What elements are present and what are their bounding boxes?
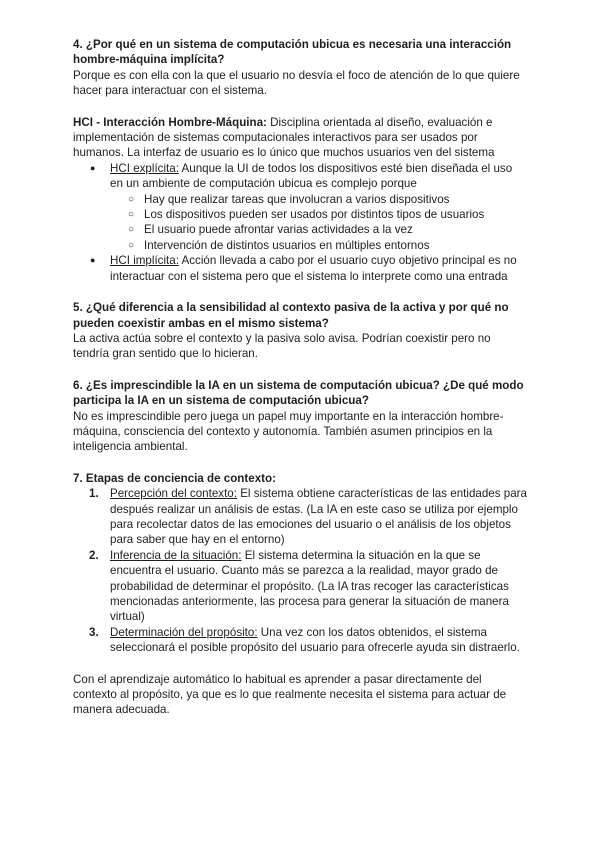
question-6-answer: No es imprescindible pero juega un papel muy importante en la interacción hombre-máquina, consciencia del contexto y autonomía. También asumen principios en la inteligencia ambiental. (73, 409, 504, 454)
hci-implicit-label: HCI implícita: (110, 254, 179, 268)
sub-item-text: Los dispositivos pueden ser usados por distintos tipos de usuarios (144, 208, 485, 222)
hci-definition-text: Disciplina orientada al diseño, evaluación e implementación de sistemas computacionales interactivos para ser usados por humanos. La interfaz de usuario es lo único que muchos usuarios ven del sistema (73, 115, 495, 160)
list-item (128, 192, 528, 207)
step-text: Una vez con los datos obtenidos, el sistema seleccionará el posible propósito del usuario para ofrecerle ayuda sin distraerlo. (110, 625, 520, 655)
question-5-answer: La activa actúa sobre el contexto y la pasiva solo avisa. Podrían coexistir pero no tendría gran sentido que lo hicieran. (73, 331, 491, 361)
hci-implicit-text: Acción llevada a cabo por el usuario cuyo objetivo principal es no interactuar con el sistema pero que el sistema lo interprete como una entrada (110, 254, 517, 283)
hci-explicit-label: HCI explícita: (110, 161, 179, 175)
step-text: El sistema determina la situación en la que se encuentra el usuario. Cuanto más se parezca a la realidad, mayor grado de probabilidad de determinar el propósito. (La IA tras recoger las características mencionadas anteriormente, las procesa para generar la situación de manera virtual) (110, 548, 509, 624)
list-item (89, 548, 528, 625)
list-item (89, 486, 528, 548)
circle-bullet-icon: ○ (128, 209, 135, 221)
step-label: Determinación del propósito: (110, 625, 258, 639)
list-item (128, 222, 528, 237)
step-label: Percepción del contexto: (110, 487, 237, 501)
list-item (128, 238, 528, 253)
question-6-title: 6. ¿Es imprescindible la IA en un sistema de computación ubicua? ¿De qué modo participa la IA en un sistema de computación ubicua? (73, 378, 524, 408)
sub-item-text: Hay que realizar tareas que involucran a varios dispositivos (144, 192, 450, 206)
list-item (90, 253, 528, 284)
circle-bullet-icon: ○ (128, 193, 135, 205)
sub-item-text: Intervención de distintos usuarios en múltiples entornos (144, 238, 430, 252)
question-4-title: 4. ¿Por qué en un sistema de computación ubicua es necesaria una interacción hombre-máquina implícita? (73, 38, 512, 67)
bullet-icon: ● (90, 255, 96, 266)
question-7-title: 7. Etapas de conciencia de contexto: (73, 471, 276, 485)
hci-definition (73, 115, 528, 161)
context-stages-list (73, 486, 528, 655)
hci-term: HCI - Interacción Hombre-Máquina: (73, 115, 267, 129)
list-item (128, 207, 528, 222)
step-text: El sistema obtiene características de las entidades para después realizar un análisis de estas. (La IA en este caso se utiliza por ejemplo para recolectar datos de las emociones del usuario o el análisis de los objetos para saber que hay en el entorno) (110, 487, 527, 547)
step-number: 1. (89, 487, 99, 501)
hci-bullet-list (73, 161, 528, 284)
question-5-title: 5. ¿Qué diferencia a la sensibilidad al contexto pasiva de la activa y por qué no pueden coexistir ambas en el mismo sistema? (73, 301, 509, 330)
step-label: Inferencia de la situación: (110, 548, 242, 562)
step-number: 3. (89, 625, 99, 639)
list-item (89, 625, 528, 656)
step-number: 2. (89, 548, 99, 562)
closing-paragraph: Con el aprendizaje automático lo habitual es aprender a pasar directamente del contexto al propósito, ya que es lo que realmente necesita el sistema para actuar de manera adecuada. (73, 672, 507, 717)
hci-explicit-sublist (110, 192, 528, 254)
question-4-answer: Porque es con ella con la que el usuario no desvía el foco de atención de lo que quiere hacer para interactuar con el sistema. (73, 68, 520, 98)
list-item (90, 161, 528, 253)
circle-bullet-icon: ○ (128, 224, 135, 236)
bullet-icon: ● (90, 162, 96, 173)
hci-explicit-text: Aunque la UI de todos los dispositivos esté bien diseñada el uso en un ambiente de computación ubicua es complejo porque (110, 161, 513, 191)
sub-item-text: El usuario puede afrontar varias actividades a la vez (144, 223, 413, 237)
circle-bullet-icon: ○ (128, 239, 135, 251)
